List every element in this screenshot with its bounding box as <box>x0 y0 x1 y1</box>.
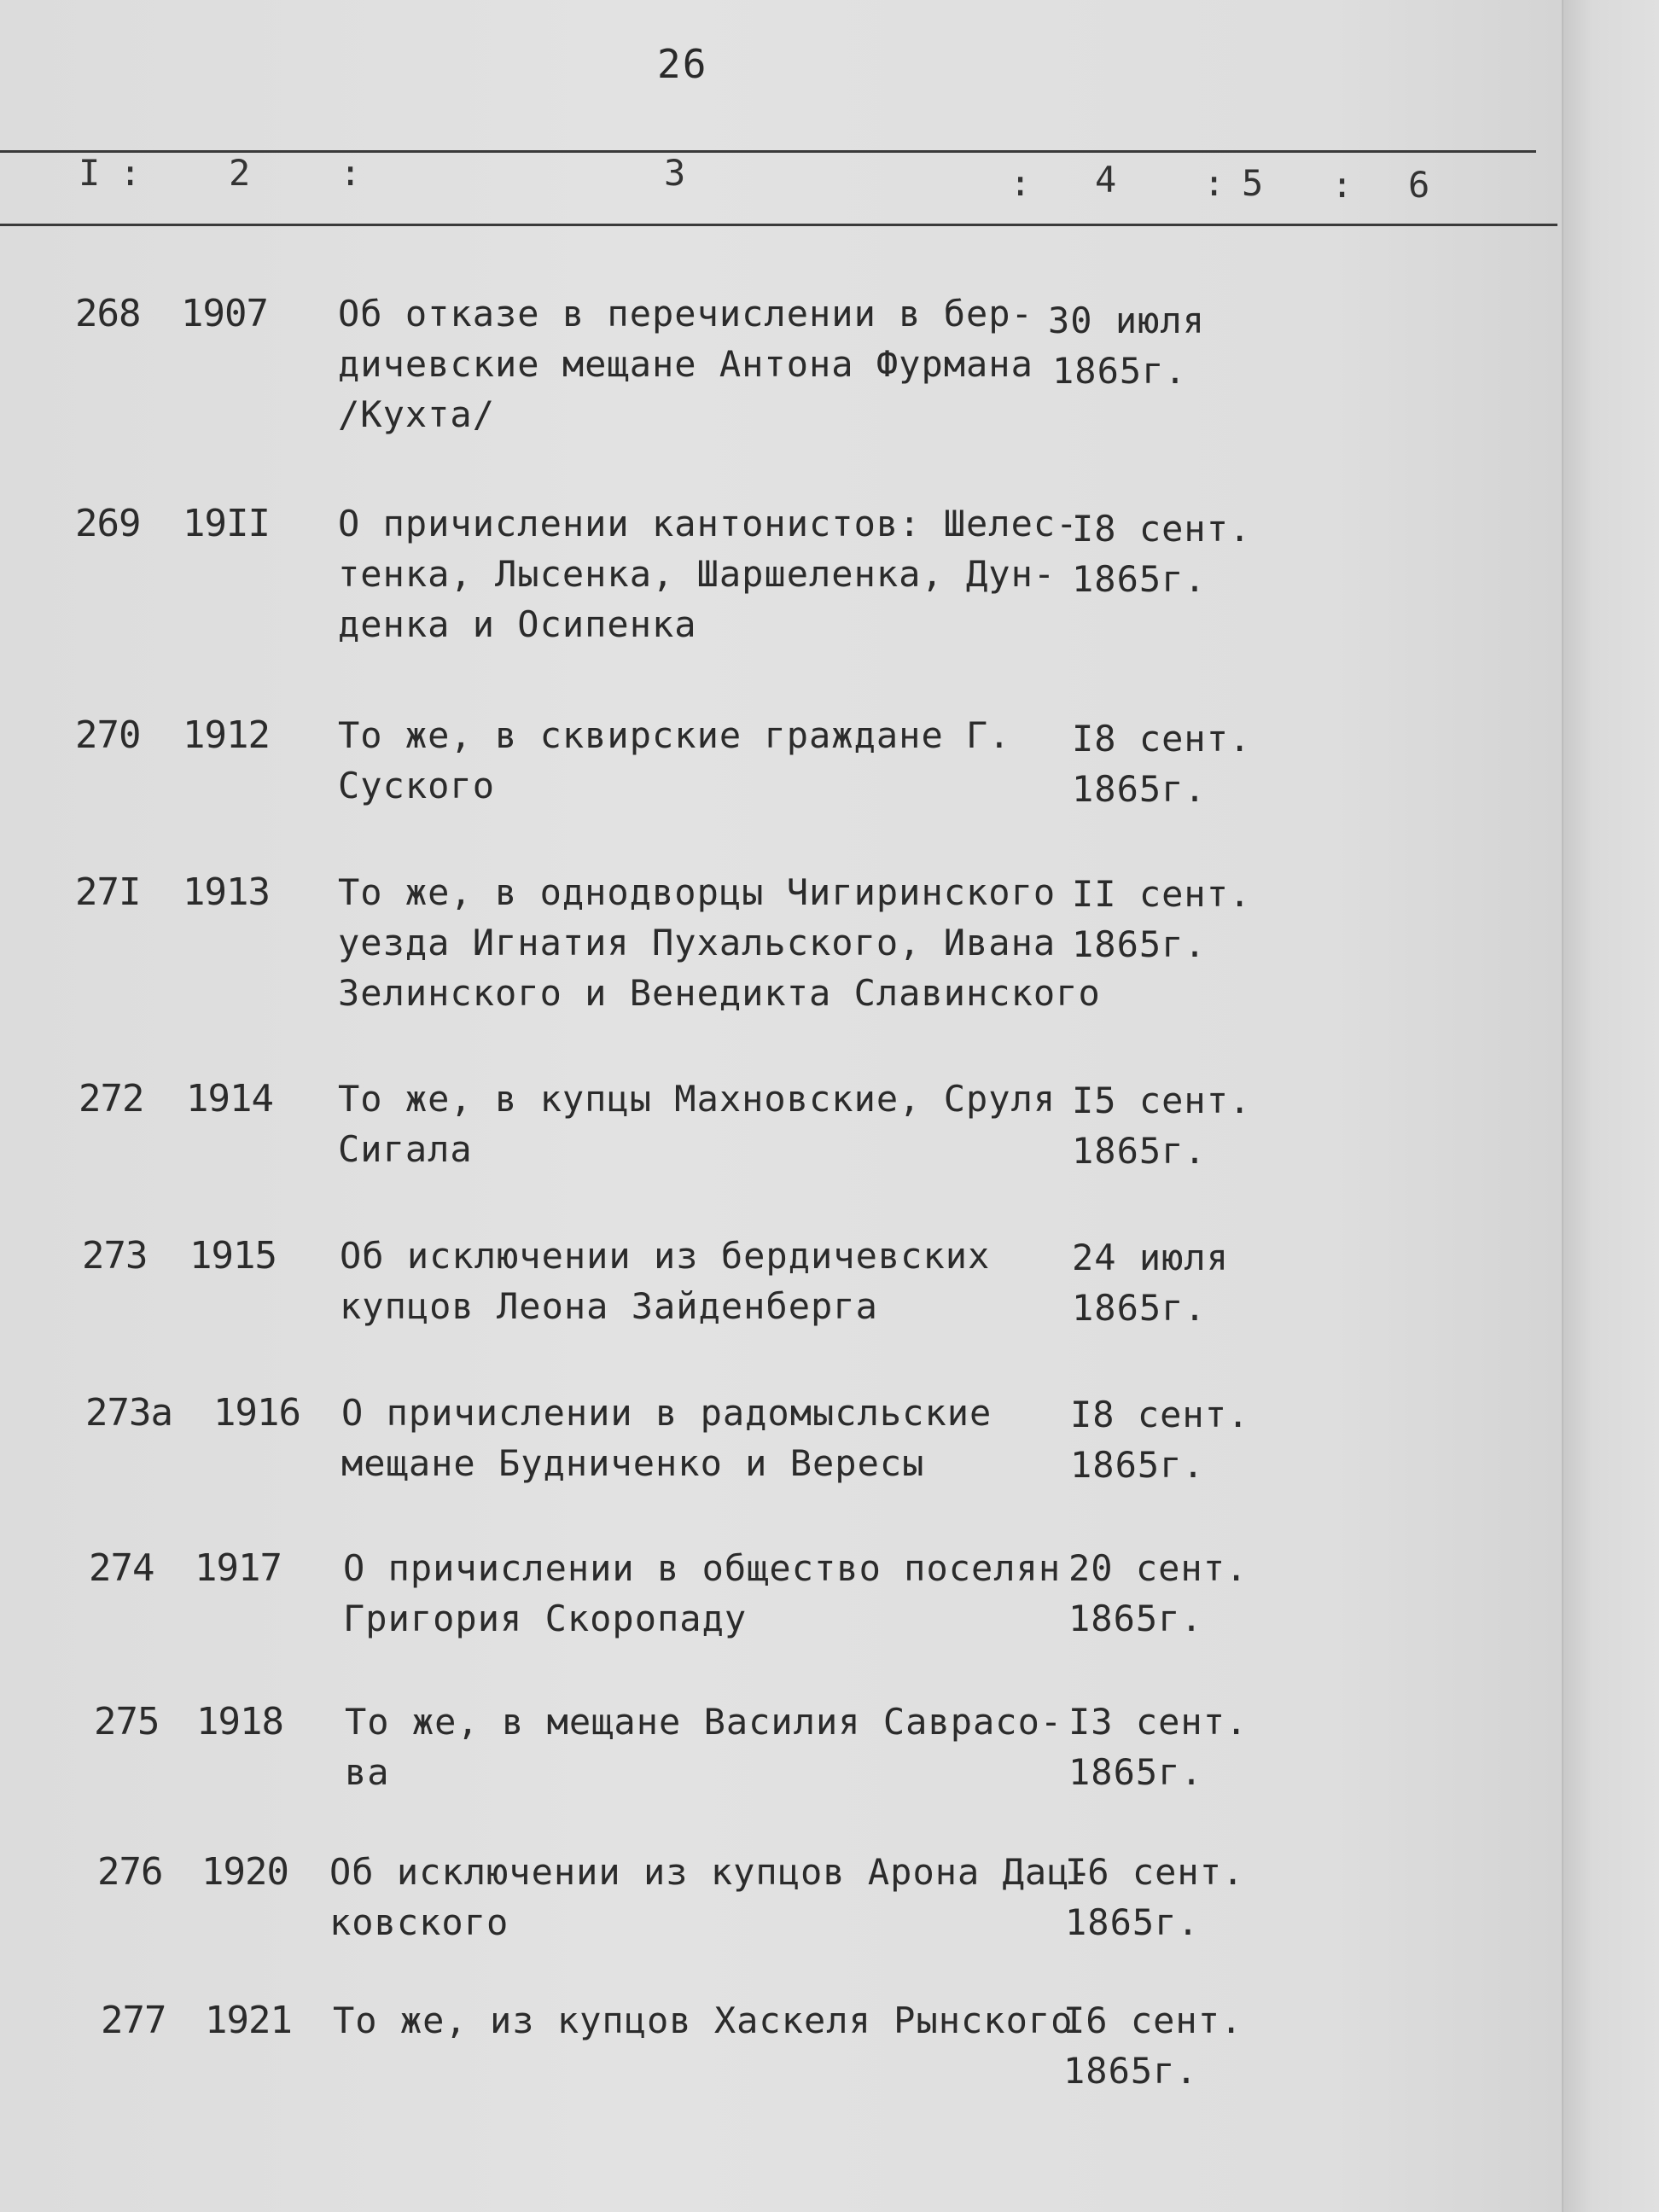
entry-title-line: мещане Будниченко и Вересы <box>341 1442 925 1484</box>
entry-date: I8 сент. <box>1072 718 1252 760</box>
entry-number: 269 <box>75 502 141 545</box>
entry-file-number: 1907 <box>181 292 268 335</box>
entry-title-line: Об исключении из купцов Арона Дац- <box>329 1851 1092 1893</box>
entry-title-line: Григория Скоропаду <box>343 1598 748 1639</box>
entry-file-number: 1915 <box>189 1234 276 1278</box>
entry-number: 277 <box>101 1999 166 2042</box>
entry-file-number: 1920 <box>201 1850 288 1894</box>
entry-date: 20 сент. <box>1068 1547 1249 1589</box>
entry-file-number: 1921 <box>205 1999 292 2042</box>
entry-number: 276 <box>97 1850 163 1894</box>
entry-title-line: уезда Игнатия Пухальского, Ивана <box>338 922 1057 963</box>
entry-number: 270 <box>75 713 141 757</box>
entry-file-number: 19II <box>183 502 270 545</box>
entry-number: 275 <box>94 1700 160 1743</box>
entry-year: 1865г. <box>1065 1901 1200 1943</box>
column-header-4: 4 <box>1095 159 1117 201</box>
entry-title-line: Об отказе в перечислении в бер- <box>338 293 1033 335</box>
entry-year: 1865г. <box>1072 1287 1207 1329</box>
entry-year: 1865г. <box>1068 1598 1203 1639</box>
entry-number: 27I <box>75 870 141 914</box>
column-separator: : <box>1331 164 1353 206</box>
entry-number: 268 <box>75 292 141 335</box>
entry-title-line: ва <box>345 1751 390 1793</box>
entry-title-line: Об исключении из бердичевских <box>340 1235 991 1277</box>
adjacent-page-edge <box>1562 0 1659 2212</box>
column-separator: : <box>1010 162 1032 204</box>
column-separator: : <box>340 152 362 194</box>
entry-file-number: 1913 <box>183 870 270 914</box>
entry-year: 1865г. <box>1063 2050 1198 2092</box>
entry-year: 1865г. <box>1068 1751 1203 1793</box>
header-rule-bottom <box>0 224 1557 226</box>
entry-title-line: То же, в однодворцы Чигиринского <box>338 871 1057 913</box>
entry-title-line: То же, в купцы Махновские, Сруля <box>338 1078 1057 1120</box>
entry-file-number: 1916 <box>213 1391 300 1435</box>
entry-year: 1865г. <box>1072 768 1207 810</box>
entry-title-line: То же, в сквирские граждане Г. <box>338 714 1011 756</box>
entry-title-line: ковского <box>329 1901 509 1943</box>
entry-title-line: купцов Леона Зайденберга <box>340 1285 878 1327</box>
entry-number: 272 <box>79 1077 144 1121</box>
entry-title-line: Зелинского и Венедикта Славинского <box>338 972 1101 1014</box>
entry-year: 1865г. <box>1072 923 1207 965</box>
entry-date: I3 сент. <box>1068 1701 1249 1743</box>
entry-number: 274 <box>89 1546 154 1590</box>
entry-file-number: 1917 <box>195 1546 282 1590</box>
entry-date: I8 сент. <box>1070 1394 1250 1435</box>
entry-title-line: То же, из купцов Хаскеля Рынского <box>333 2000 1074 2041</box>
entry-year: 1865г. <box>1072 558 1207 600</box>
entry-title-line: Суского <box>338 765 496 806</box>
page-number: 26 <box>657 41 708 87</box>
entry-year: 1865г. <box>1070 1444 1205 1486</box>
column-separator: : <box>1203 162 1225 204</box>
column-header-5: 5 <box>1242 162 1264 204</box>
entry-title-line: О причислении в общество поселян <box>343 1547 1062 1589</box>
column-header-2: 2 <box>229 152 251 194</box>
entry-date: I6 сент. <box>1063 2000 1243 2041</box>
entry-date: I8 сент. <box>1072 508 1252 550</box>
entry-date: I6 сент. <box>1065 1851 1245 1893</box>
entry-title-line: тенка, Лысенка, Шаршеленка, Дун- <box>338 553 1057 595</box>
entry-date: II сент. <box>1072 873 1252 915</box>
entry-number: 273 <box>82 1234 148 1278</box>
entry-file-number: 1918 <box>196 1700 283 1743</box>
entry-title-line: Сигала <box>338 1128 473 1170</box>
column-header-3: 3 <box>664 152 686 194</box>
entry-date: 30 июля <box>1048 300 1206 341</box>
entry-title-line: То же, в мещане Василия Саврасо- <box>345 1701 1063 1743</box>
column-header-6: 6 <box>1408 164 1430 206</box>
entry-year: 1865г. <box>1052 350 1187 392</box>
entry-title-line: дичевские мещане Антона Фурмана <box>338 343 1033 385</box>
entry-title-line: О причислении в радомысльские <box>341 1392 992 1434</box>
entry-date: I5 сент. <box>1072 1080 1252 1121</box>
entry-number: 273а <box>85 1391 172 1435</box>
entry-date: 24 июля <box>1072 1237 1230 1278</box>
entry-file-number: 1912 <box>183 713 270 757</box>
entry-year: 1865г. <box>1072 1130 1207 1172</box>
column-header-1: I <box>79 152 101 194</box>
entry-title-line: /Кухта/ <box>338 393 496 435</box>
entry-title-line: денка и Осипенка <box>338 603 697 645</box>
entry-file-number: 1914 <box>186 1077 273 1121</box>
column-separator: : <box>119 152 142 194</box>
entry-title-line: О причислении кантонистов: Шелес- <box>338 503 1079 544</box>
